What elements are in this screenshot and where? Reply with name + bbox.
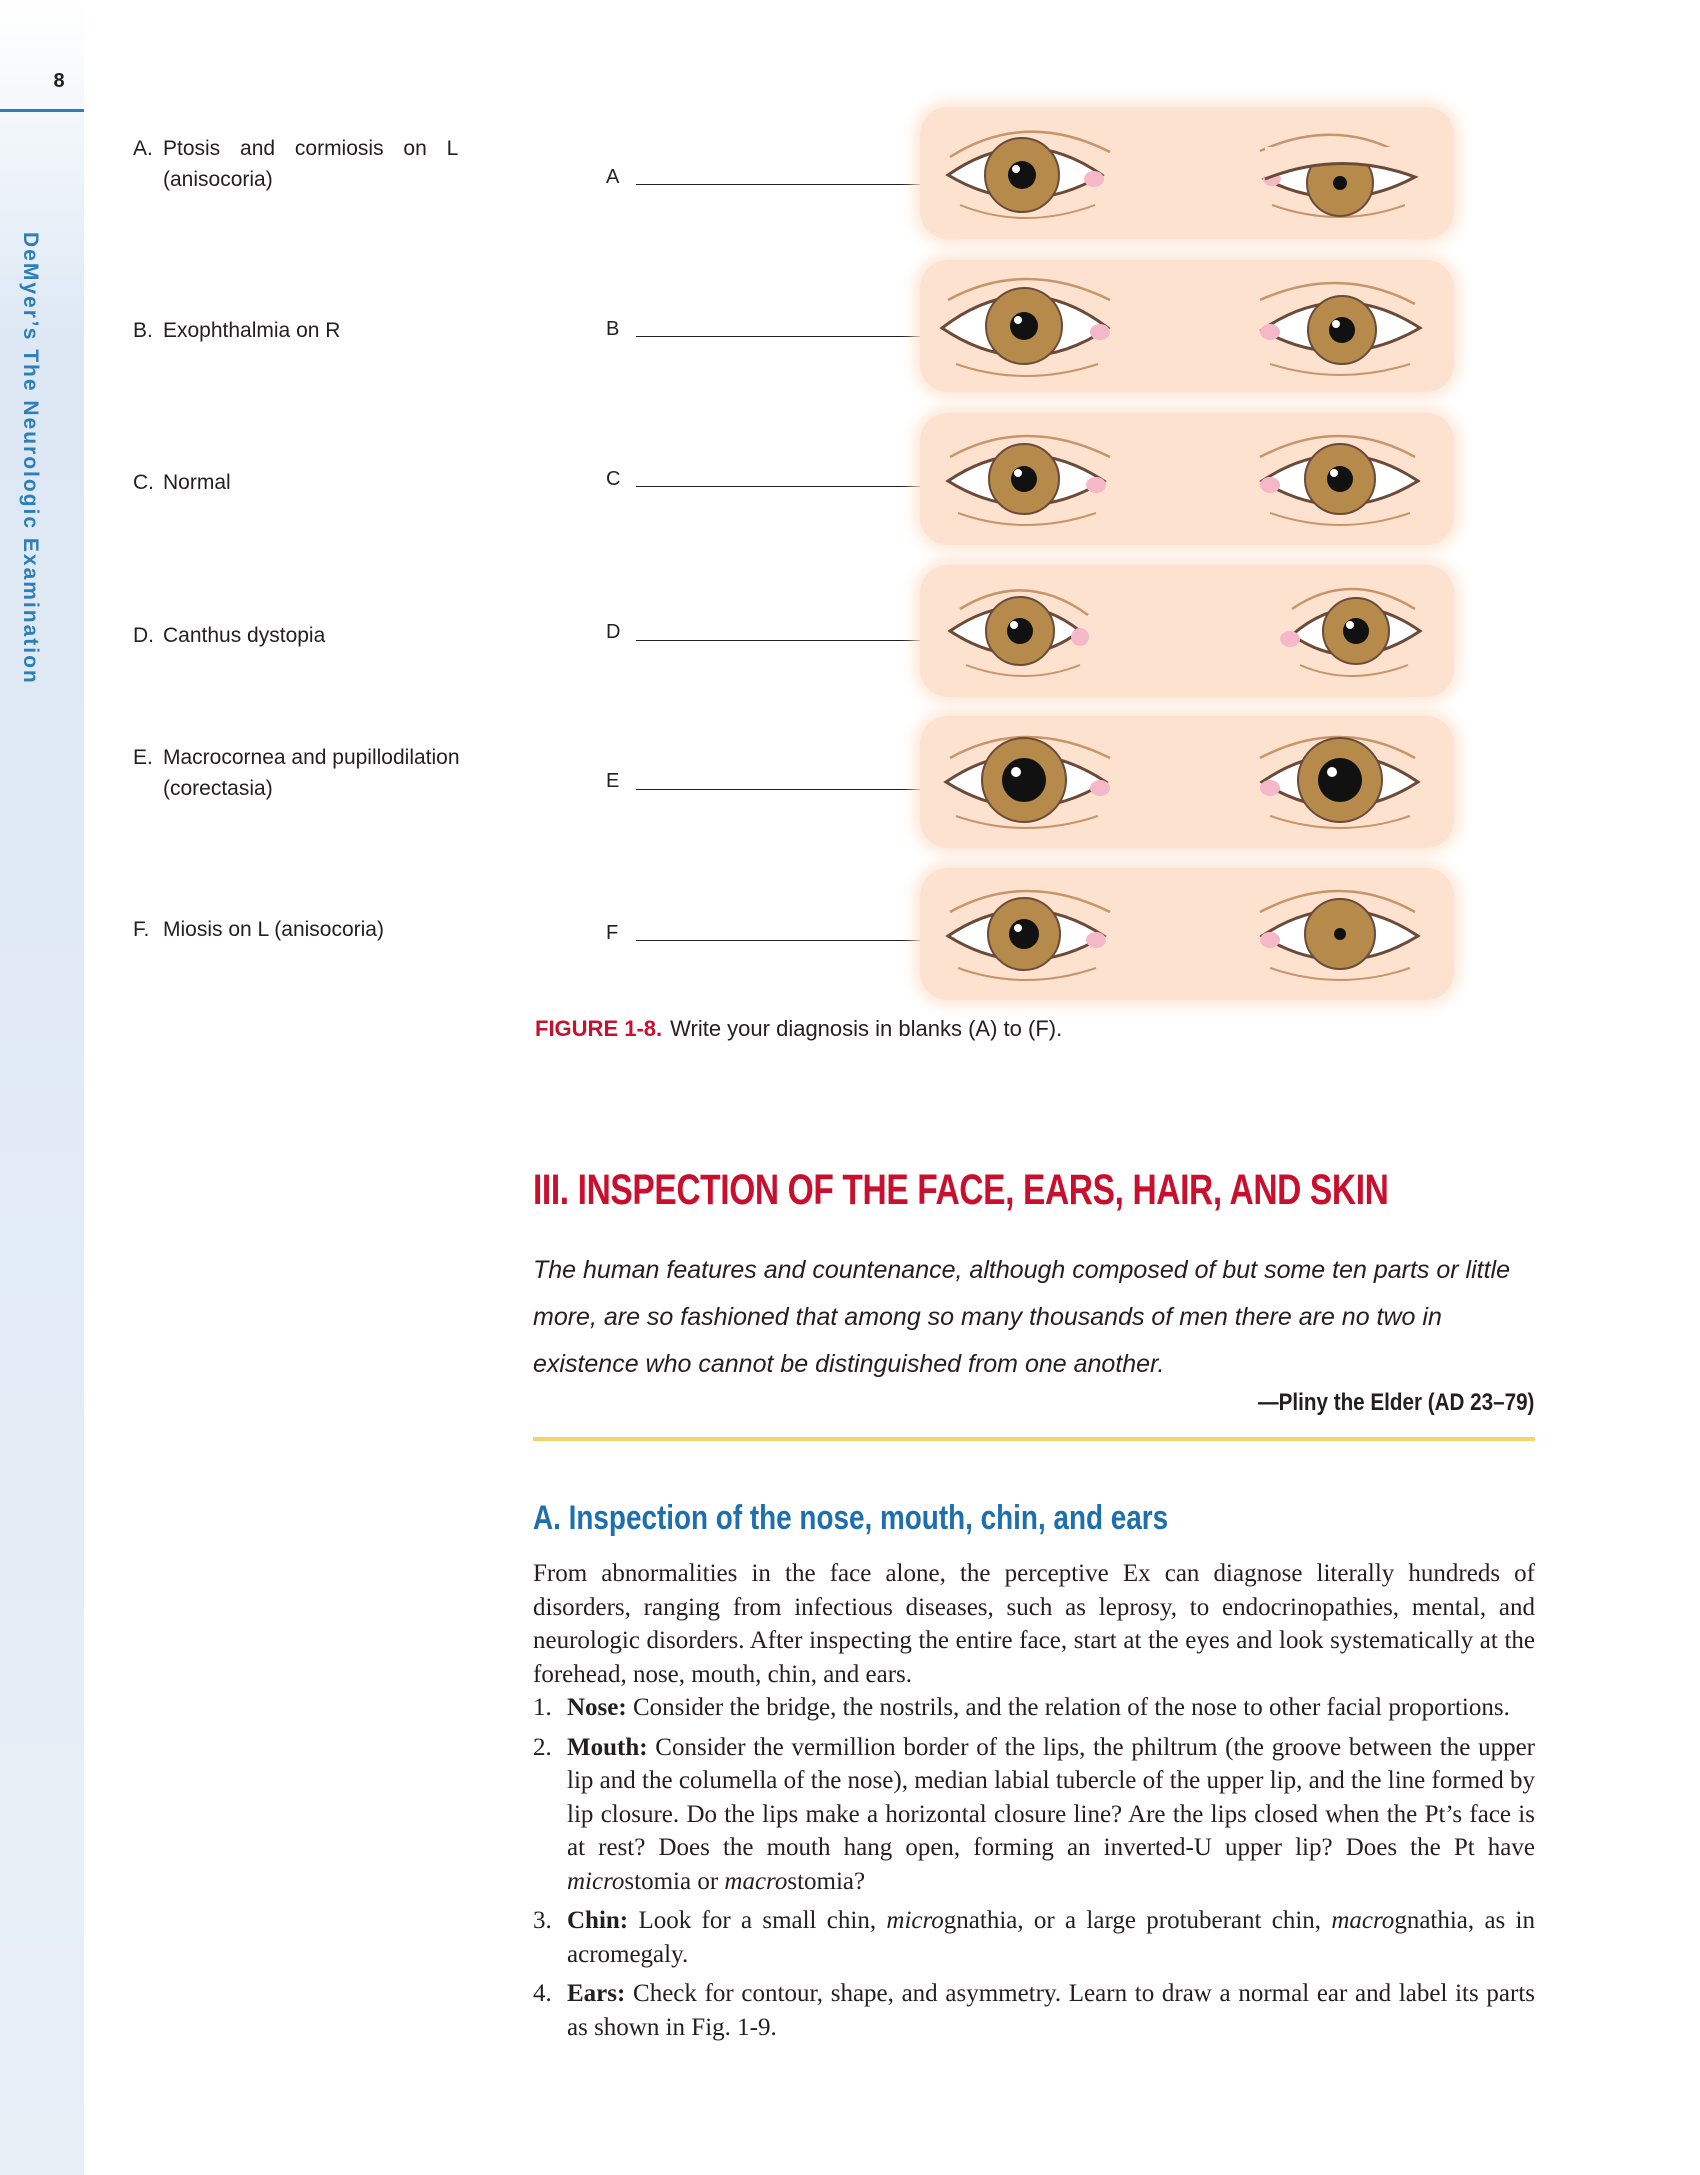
eye-panel-f xyxy=(920,868,1454,1000)
item-text-line1: Canthus dystopia xyxy=(163,624,326,647)
item-text-line2: (corectasia) xyxy=(163,777,273,800)
figure-caption xyxy=(535,1016,1062,1042)
blank-line-c[interactable] xyxy=(636,486,926,487)
list-emphasis: micro xyxy=(886,1907,944,1934)
list-text: Consider the bridge, the nostrils, and the relation of the nose to other facial proportions. xyxy=(632,1694,1510,1721)
list-text: Look for a small chin, xyxy=(638,1907,887,1934)
list-emphasis: micro xyxy=(567,1867,625,1895)
running-head: DeMyer’s The Neurologic Examination xyxy=(19,232,42,685)
list-term: Chin: xyxy=(567,1907,629,1934)
blank-line-a[interactable] xyxy=(636,184,926,185)
eyes-illustration-d xyxy=(920,565,1454,697)
list-item-chin xyxy=(533,1904,1535,1971)
eyes-illustration-e xyxy=(920,716,1454,848)
list-item-ears xyxy=(533,1977,1535,2044)
eyes-illustration-c xyxy=(920,413,1454,545)
list-term: Nose: xyxy=(567,1694,627,1721)
blank-letter-c: C xyxy=(606,468,621,490)
item-text-line1: Miosis on L (anisocoria) xyxy=(163,918,384,941)
item-text-line1: Normal xyxy=(163,471,231,494)
list-number: 1. xyxy=(533,1694,552,1721)
list-emphasis: macro xyxy=(1331,1907,1395,1934)
caption-text: Write your diagnosis in blanks (A) to (F). xyxy=(670,1016,1063,1041)
blank-line-b[interactable] xyxy=(636,336,926,337)
figure-item-c xyxy=(133,467,503,498)
list-number: 4. xyxy=(533,1980,552,2007)
blank-letter-d: D xyxy=(606,621,621,643)
blank-letter-f: F xyxy=(606,922,619,944)
list-term: Mouth: xyxy=(567,1733,648,1761)
list-term: Ears: xyxy=(567,1980,626,2007)
list-text: gnathia, as in acromegaly. xyxy=(567,1907,1536,1968)
figure-item-d xyxy=(133,620,503,651)
item-text-line1: Macrocornea and pupillodilation xyxy=(163,746,460,769)
figure-item-e xyxy=(133,742,503,804)
subsection-heading: A. Inspection of the nose, mouth, chin, and ears xyxy=(533,1499,1169,1537)
list-text: Check for contour, shape, and asymmetry. Learn to draw a normal ear and label its parts as shown in Fig. 1-9. xyxy=(567,1980,1536,2041)
item-label: F. xyxy=(133,918,150,941)
blank-line-f[interactable] xyxy=(636,940,926,941)
caption-label: FIGURE 1-8. xyxy=(535,1016,663,1041)
eye-panel-a xyxy=(920,107,1454,239)
item-label: E. xyxy=(133,746,153,769)
page-number: 8 xyxy=(0,70,84,112)
divider-rule xyxy=(533,1437,1535,1441)
list-text: stomia? xyxy=(787,1867,866,1895)
figure-item-f xyxy=(133,914,503,945)
item-text-line1: Exophthalmia on R xyxy=(163,319,341,342)
epigraph-quote: The human features and countenance, although composed of but some ten parts or little more, are so fashioned that among so many thousands of men there are no two in existence who cannot be distinguished from one another. xyxy=(533,1256,1511,1378)
eye-panel-c xyxy=(920,413,1454,545)
item-label: B. xyxy=(133,319,153,342)
intro-paragraph: From abnormalities in the face alone, the perceptive Ex can diagnose literally hundreds of disorders, ranging from infectious diseases, such as leprosy, to endocrinopathies, mental, and neurologic disorders. After inspecting the entire face, start at the eyes and look systematically at the forehead, nose, mouth, chin, and ears. xyxy=(533,1560,1535,1688)
list-text: Consider the vermillion border of the lips, the philtrum (the groove between the upper lip and the columella of the nose), median labial tubercle of the upper lip, and the line formed by lip closure. Do the lips make a horizontal closure line? Are the lips closed when the Pt’s face is at rest? Does the mouth hang open, forming an inverted-U upper lip? Does the Pt have xyxy=(567,1733,1536,1861)
eyes-illustration-b xyxy=(920,260,1454,392)
list-number: 3. xyxy=(533,1907,552,1934)
item-text-line1: Ptosis and cormiosis on L xyxy=(163,137,459,160)
blank-letter-a: A xyxy=(606,166,620,188)
list-item-nose xyxy=(533,1691,1535,1725)
item-label: A. xyxy=(133,137,153,160)
list-text: stomia or xyxy=(624,1867,725,1895)
body-text xyxy=(533,1557,1535,2044)
blank-line-e[interactable] xyxy=(636,789,926,790)
blank-letter-b: B xyxy=(606,318,620,340)
list-text: gnathia, or a large protuberant chin, xyxy=(943,1907,1332,1934)
blank-line-d[interactable] xyxy=(636,640,926,641)
list-number: 2. xyxy=(533,1733,552,1761)
inspection-list xyxy=(533,1691,1535,2044)
list-emphasis: macro xyxy=(724,1867,788,1895)
item-label: D. xyxy=(133,624,154,647)
eyes-illustration-f xyxy=(920,868,1454,1000)
section-heading: III. INSPECTION OF THE FACE, EARS, HAIR, AND SKIN xyxy=(533,1166,1389,1214)
eye-panel-d xyxy=(920,565,1454,697)
eye-panel-e xyxy=(920,716,1454,848)
figure-item-a xyxy=(133,133,503,195)
eyes-illustration-a xyxy=(920,107,1454,239)
eye-panel-b xyxy=(920,260,1454,392)
item-label: C. xyxy=(133,471,154,494)
epigraph-attribution: —Pliny the Elder (AD 23–79) xyxy=(1257,1389,1534,1416)
list-item-mouth xyxy=(533,1731,1535,1899)
figure-item-b xyxy=(133,315,503,346)
item-text-line2: (anisocoria) xyxy=(163,168,273,191)
page-sidebar xyxy=(0,0,84,2175)
blank-letter-e: E xyxy=(606,770,620,792)
